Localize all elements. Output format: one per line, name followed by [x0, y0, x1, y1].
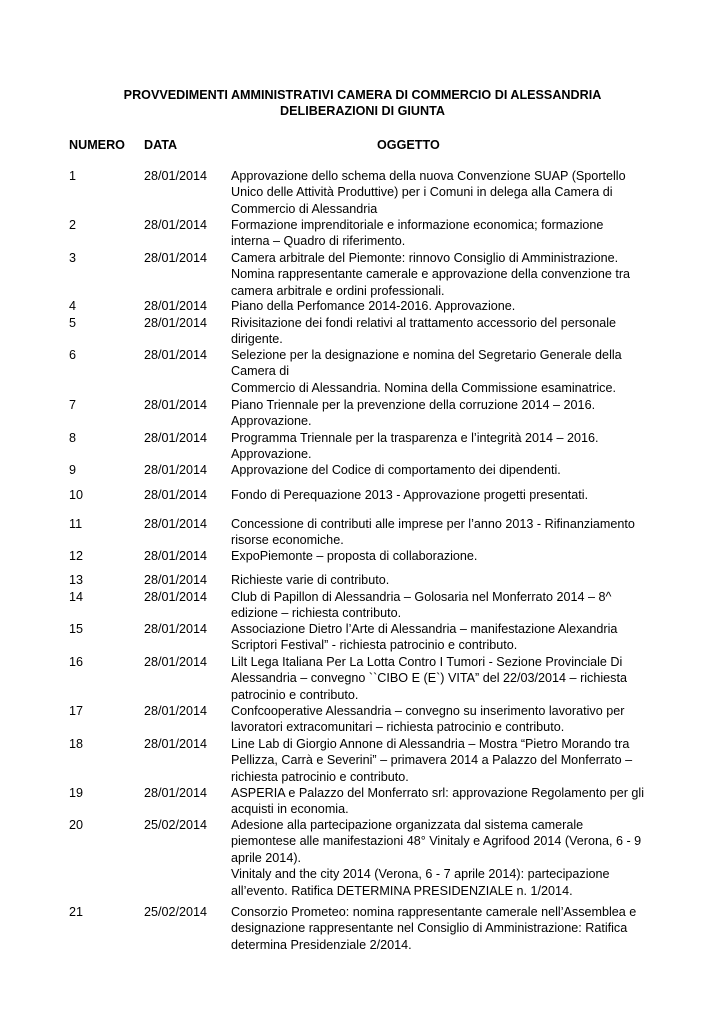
row-oggetto-line: Line Lab di Giorgio Annone di Alessandria – Mostra “Pietro Morando tra [231, 737, 630, 751]
row-data: 28/01/2014 [144, 622, 208, 636]
row-numero: 2 [69, 218, 77, 232]
row-oggetto-line: Camera di [231, 364, 290, 379]
row-numero: 10 [69, 488, 84, 502]
row-oggetto [231, 572, 636, 588]
row-oggetto-line: Richieste varie di contributo. [231, 573, 390, 587]
row-oggetto-line: determina Presidenziale 2/2014. [231, 937, 412, 952]
row-oggetto-line: ASPERIA e Palazzo del Monferrato srl: approvazione Regolamento per gli [231, 786, 645, 800]
row-numero: 20 [69, 818, 84, 832]
row-data: 25/02/2014 [144, 905, 208, 919]
row-oggetto-line: Approvazione. [231, 447, 312, 462]
row-oggetto-line: Consorzio Prometeo: nomina rappresentante camerale nell’Assemblea e [231, 905, 637, 919]
row-oggetto-line: Approvazione del Codice di comportamento dei dipendenti. [231, 463, 561, 477]
row-oggetto-line: Club di Papillon di Alessandria – Golosaria nel Monferrato 2014 – 8^ [231, 590, 612, 604]
row-numero: 21 [69, 905, 84, 919]
row-oggetto-line: camera arbitrale e ordini professionali. [231, 283, 445, 298]
row-oggetto-line: Scriptori Festival” - richiesta patrocinio e contributo. [231, 638, 518, 653]
row-oggetto-line: ExpoPiemonte – proposta di collaborazione. [231, 549, 478, 563]
row-numero: 17 [69, 704, 84, 718]
row-oggetto [231, 397, 636, 430]
row-oggetto-line: Pellizza, Carrà e Severini” – primavera 2014 a Palazzo del Monferrato – [231, 753, 633, 768]
row-data: 25/02/2014 [144, 818, 208, 832]
row-oggetto-line: piemontese alle manifestazioni 48° Vinitaly e Agrifood 2014 (Verona, 6 - 9 [231, 834, 642, 849]
row-data: 28/01/2014 [144, 517, 208, 531]
document-title: PROVVEDIMENTI AMMINISTRATIVI CAMERA DI COMMERCIO DI ALESSANDRIA [123, 88, 602, 102]
row-oggetto [231, 621, 636, 654]
row-oggetto-line: Piano della Perfomance 2014-2016. Approvazione. [231, 299, 516, 313]
row-data: 28/01/2014 [144, 251, 208, 265]
row-oggetto-line: Formazione imprenditoriale e informazione economica; formazione [231, 218, 604, 232]
row-data: 28/01/2014 [144, 169, 208, 183]
row-oggetto-line: Piano Triennale per la prevenzione della corruzione 2014 – 2016. [231, 398, 596, 412]
row-numero: 5 [69, 316, 77, 330]
row-oggetto-line: richiesta patrocinio e contributo. [231, 769, 409, 784]
row-numero: 16 [69, 655, 84, 669]
row-numero: 9 [69, 463, 77, 477]
row-oggetto-line: interna – Quadro di riferimento. [231, 234, 406, 249]
row-data: 28/01/2014 [144, 316, 208, 330]
row-data: 28/01/2014 [144, 398, 208, 412]
row-data: 28/01/2014 [144, 704, 208, 718]
row-oggetto-line: Concessione di contributi alle imprese per l’anno 2013 - Rifinanziamento [231, 517, 635, 531]
row-numero: 7 [69, 398, 77, 412]
row-oggetto-line: risorse economiche. [231, 533, 344, 548]
row-oggetto-line: aprile 2014). [231, 850, 302, 865]
row-oggetto-line: edizione – richiesta contributo. [231, 606, 402, 621]
row-oggetto [231, 298, 636, 314]
row-oggetto [231, 654, 636, 703]
row-data: 28/01/2014 [144, 549, 208, 563]
row-data: 28/01/2014 [144, 655, 208, 669]
row-data: 28/01/2014 [144, 348, 208, 362]
row-data: 28/01/2014 [144, 218, 208, 232]
document-subtitle: DELIBERAZIONI DI GIUNTA [280, 104, 445, 118]
row-oggetto-line: Commercio di Alessandria [231, 201, 378, 216]
row-oggetto [231, 250, 636, 299]
row-oggetto [231, 487, 636, 503]
row-oggetto [231, 168, 636, 217]
row-numero: 14 [69, 590, 84, 604]
row-numero: 13 [69, 573, 84, 587]
row-numero: 19 [69, 786, 84, 800]
row-oggetto-line: Rivisitazione dei fondi relativi al trattamento accessorio del personale [231, 316, 617, 330]
row-oggetto-line: designazione rappresentante nel Consiglio di Amministrazione: Ratifica [231, 921, 628, 936]
row-oggetto [231, 347, 636, 396]
row-oggetto-line: lavoratori extracomunitari – richiesta patrocinio e contributo. [231, 720, 565, 735]
row-numero: 15 [69, 622, 84, 636]
row-numero: 8 [69, 431, 77, 445]
row-data: 28/01/2014 [144, 431, 208, 445]
row-numero: 6 [69, 348, 77, 362]
row-numero: 12 [69, 549, 84, 563]
row-numero: 4 [69, 299, 77, 313]
row-oggetto [231, 589, 636, 622]
row-oggetto-line: Camera arbitrale del Piemonte: rinnovo Consiglio di Amministrazione. [231, 251, 619, 265]
row-oggetto-line: Fondo di Perequazione 2013 - Approvazione progetti presentati. [231, 488, 589, 502]
row-oggetto [231, 736, 636, 785]
row-oggetto-line: patrocinio e contributo. [231, 687, 359, 702]
row-oggetto-line: acquisti in economia. [231, 802, 349, 817]
row-data: 28/01/2014 [144, 299, 208, 313]
row-oggetto-line: Alessandria – convegno ``CIBO E (E`) VITA” del 22/03/2014 – richiesta [231, 671, 627, 686]
row-oggetto-line: Selezione per la designazione e nomina del Segretario Generale della [231, 348, 622, 362]
row-data: 28/01/2014 [144, 573, 208, 587]
row-oggetto-line: Unico delle Attività Produttive) per i Comuni in delega alla Camera di [231, 185, 613, 200]
row-oggetto [231, 516, 636, 549]
row-oggetto-line: Approvazione dello schema della nuova Convenzione SUAP (Sportello [231, 169, 626, 183]
row-oggetto [231, 817, 642, 899]
row-oggetto-line: Nomina rappresentante camerale e approvazione della convenzione tra [231, 267, 631, 282]
row-oggetto-line: Associazione Dietro l’Arte di Alessandria – manifestazione Alexandria [231, 622, 618, 636]
row-oggetto-line: Vinitaly and the city 2014 (Verona, 6 - 7 aprile 2014): partecipazione [231, 867, 610, 882]
row-numero: 11 [69, 517, 83, 531]
row-oggetto [231, 904, 636, 953]
row-data: 28/01/2014 [144, 786, 208, 800]
row-numero: 3 [69, 251, 77, 265]
row-oggetto [231, 217, 636, 250]
row-oggetto [231, 785, 645, 818]
row-oggetto-line: dirigente. [231, 332, 283, 347]
row-data: 28/01/2014 [144, 463, 208, 477]
row-numero: 18 [69, 737, 84, 751]
row-data: 28/01/2014 [144, 488, 208, 502]
row-data: 28/01/2014 [144, 737, 208, 751]
row-oggetto-line: Lilt Lega Italiana Per La Lotta Contro I Tumori - Sezione Provinciale Di [231, 655, 623, 669]
row-oggetto-line: Commercio di Alessandria. Nomina della Commissione esaminatrice. [231, 380, 616, 395]
row-oggetto-line: all’evento. Ratifica DETERMINA PRESIDENZIALE n. 1/2014. [231, 883, 573, 898]
row-oggetto [231, 703, 636, 736]
row-data: 28/01/2014 [144, 590, 208, 604]
row-oggetto-line: Programma Triennale per la trasparenza e l’integrità 2014 – 2016. [231, 431, 599, 445]
row-oggetto-line: Adesione alla partecipazione organizzata dal sistema camerale [231, 818, 584, 832]
row-oggetto-line: Approvazione. [231, 414, 312, 429]
row-oggetto [231, 462, 636, 478]
row-numero: 1 [69, 169, 77, 183]
row-oggetto [231, 548, 636, 564]
header-numero: NUMERO [69, 138, 125, 152]
header-oggetto: OGGETTO [377, 138, 440, 152]
row-oggetto [231, 315, 636, 348]
header-data: DATA [144, 138, 178, 152]
row-oggetto-line: Confcooperative Alessandria – convegno su inserimento lavorativo per [231, 704, 625, 718]
row-oggetto [231, 430, 636, 463]
